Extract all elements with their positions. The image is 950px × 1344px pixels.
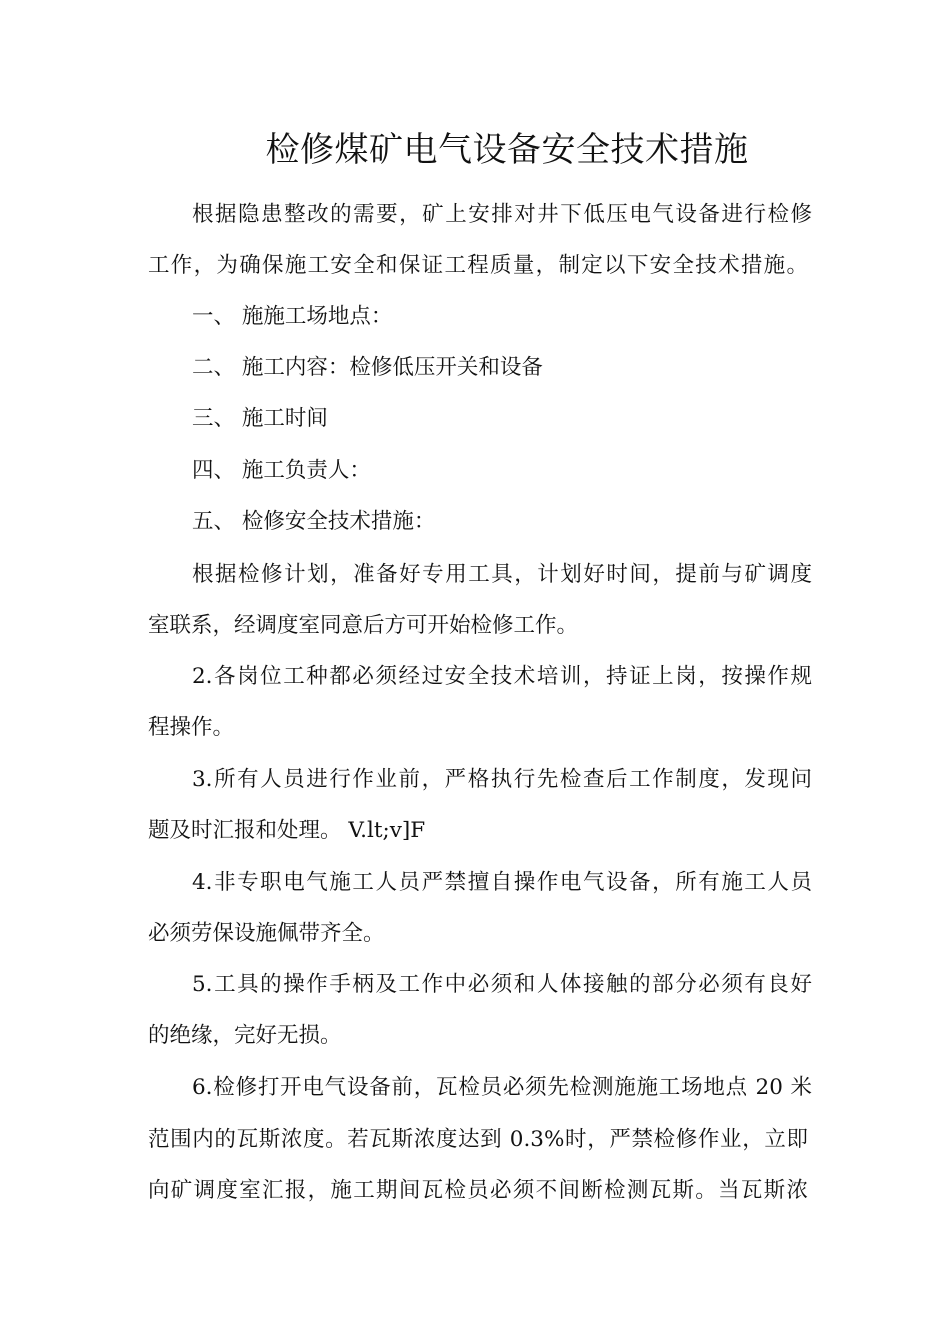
paragraph-line: 题及时汇报和处理。 V.lt;v]F — [148, 818, 426, 843]
section-heading: 三、 施工时间 — [192, 406, 328, 431]
paragraph-line: 根据隐患整改的需要，矿上安排对井下低压电气设备进行检修 — [192, 202, 812, 227]
paragraph-line: 根据检修计划，准备好专用工具，计划好时间，提前与矿调度 — [192, 562, 812, 587]
paragraph-line: 3.所有人员进行作业前，严格执行先检查后工作制度，发现问 — [192, 767, 812, 792]
document-title: 检修煤矿电气设备安全技术措施 — [265, 130, 749, 170]
paragraph-line: 的绝缘，完好无损。 — [148, 1023, 342, 1048]
section-heading: 一、 施施工场地点： — [192, 304, 393, 329]
paragraph-line: 范围内的瓦斯浓度。若瓦斯浓度达到 0.3%时，严禁检修作业，立即 — [148, 1127, 808, 1152]
paragraph-line: 程操作。 — [148, 715, 235, 740]
section-heading: 四、 施工负责人： — [192, 458, 371, 483]
paragraph-line: 必须劳保设施佩带齐全。 — [148, 921, 385, 946]
paragraph-line: 4.非专职电气施工人员严禁擅自操作电气设备，所有施工人员 — [192, 870, 812, 895]
paragraph-line: 2.各岗位工种都必须经过安全技术培训，持证上岗，按操作规 — [192, 664, 812, 689]
paragraph-line: 5.工具的操作手柄及工作中必须和人体接触的部分必须有良好 — [192, 972, 812, 997]
paragraph-line: 室联系，经调度室同意后方可开始检修工作。 — [148, 613, 579, 638]
section-heading: 五、 检修安全技术措施： — [192, 509, 436, 534]
paragraph-line: 工作，为确保施工安全和保证工程质量，制定以下安全技术措施。 — [148, 253, 808, 278]
paragraph-line: 6.检修打开电气设备前，瓦检员必须先检测施施工场地点 20 米 — [192, 1075, 812, 1100]
section-heading: 二、 施工内容：检修低压开关和设备 — [192, 355, 543, 380]
paragraph-line: 向矿调度室汇报，施工期间瓦检员必须不间断检测瓦斯。当瓦斯浓 — [148, 1178, 808, 1203]
